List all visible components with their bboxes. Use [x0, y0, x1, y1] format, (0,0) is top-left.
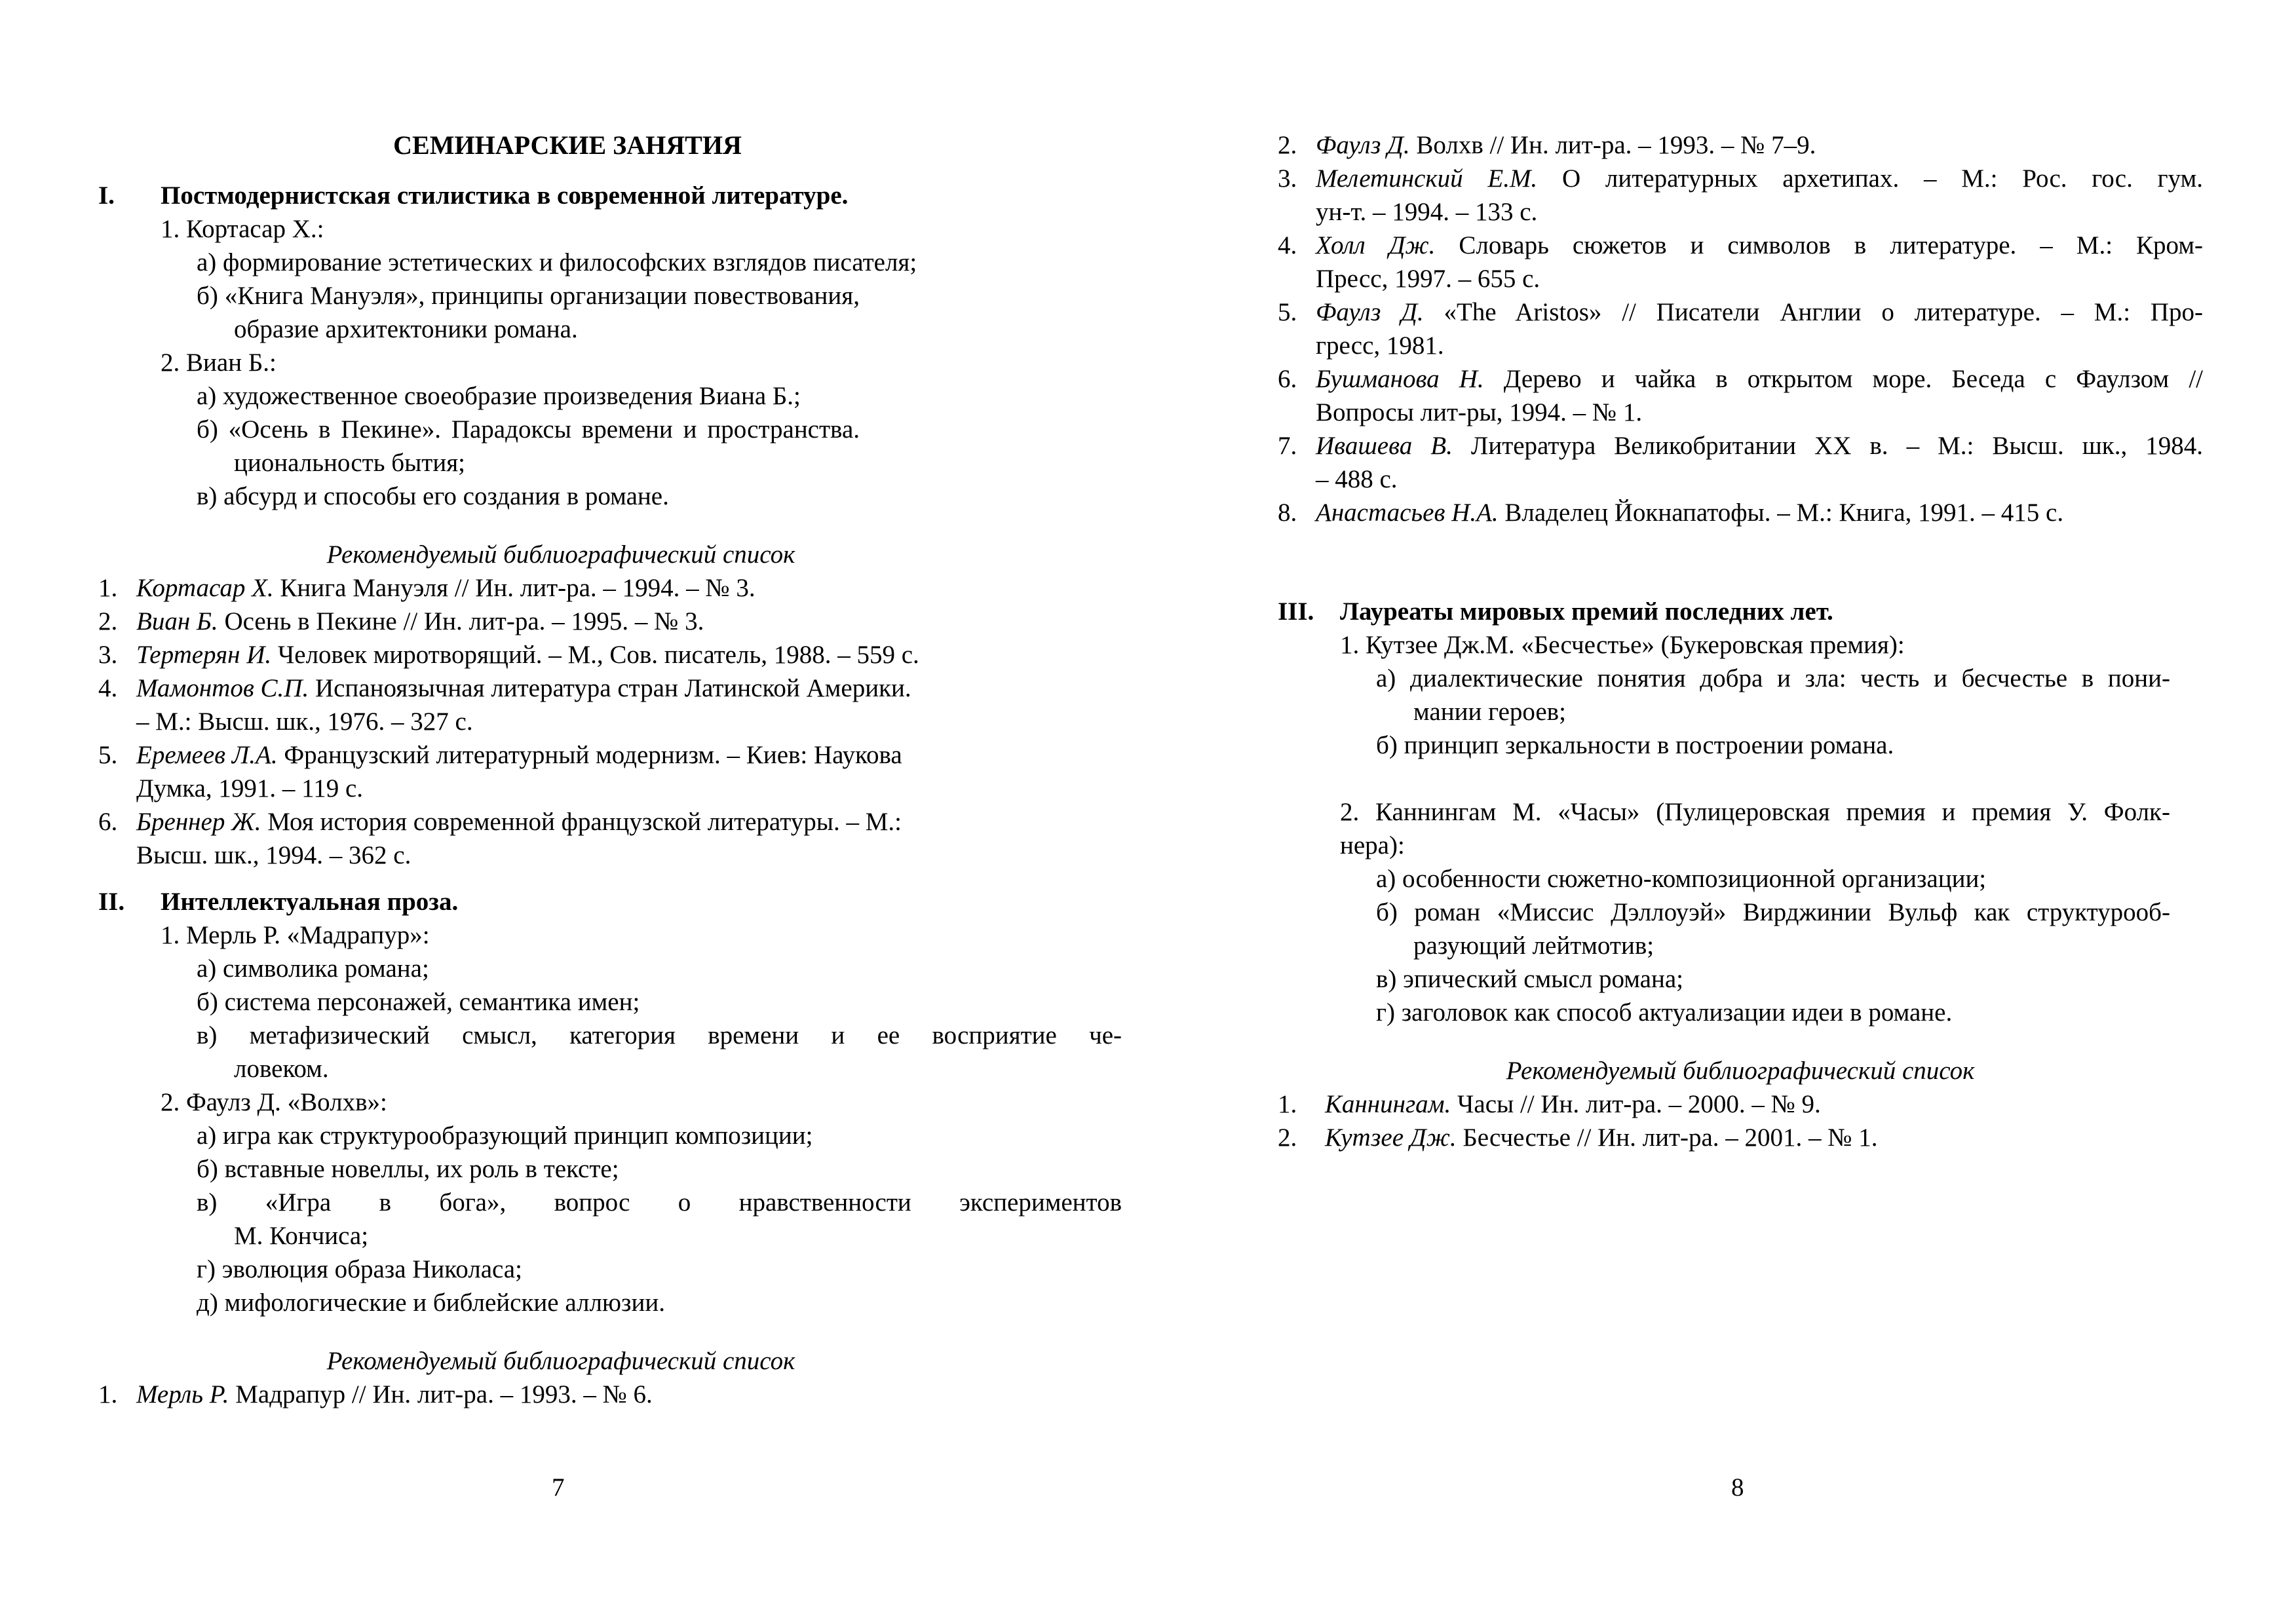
right-page [1278, 128, 2203, 1154]
bibliography-heading: Рекомендуемый библиографический список [326, 1347, 795, 1375]
subtopic: а) особенности сюжетно-композиционной организации; [1376, 865, 1987, 893]
reference-text: Осень в Пекине // Ин. лит-ра. – 1995. – № 3. [224, 607, 704, 635]
reference-number: 2. [1278, 131, 1297, 159]
reference-number: 2. [98, 607, 118, 635]
reference-author: Фаулз Д. [1316, 298, 1424, 326]
reference-number: 1. [98, 1380, 118, 1408]
reference-cont: ун-т. – 1994. – 133 с. [1316, 198, 1538, 226]
reference-author: Бушманова Н. [1316, 365, 1484, 393]
subtopic: а) художественное своеобразие произведения Виана Б.; [197, 382, 801, 410]
subtopic: б) роман «Миссис Дэллоуэй» Вирджинии Вульф как структурооб- [1376, 898, 2170, 926]
reference-item [1278, 229, 2203, 262]
subtopic-cont: М. Кончиса; [234, 1222, 369, 1250]
reference-cont: Вопросы лит-ры, 1994. – № 1. [1316, 398, 1643, 426]
reference-cont: гресс, 1981. [1316, 331, 1444, 360]
page-title: СЕМИНАРСКИЕ ЗАНЯТИЯ [393, 130, 742, 160]
reference-item [98, 605, 1024, 638]
subtopic: б) система персонажей, семантика имен; [197, 988, 640, 1016]
subtopic: в) абсурд и способы его создания в романе. [197, 482, 669, 510]
reference-text: О литературных архетипах. – М.: Рос. гос. гум. [1561, 164, 2203, 193]
reference-text: Человек миротворящий. – М., Сов. писатель, 1988. – 559 с. [277, 641, 919, 669]
topic-item: 1. Мерль Р. «Мадрапур»: [161, 921, 430, 949]
reference-item [98, 1378, 1024, 1411]
reference-number: 7. [1278, 432, 1297, 460]
reference-item [98, 638, 1024, 671]
reference-text: Словарь сюжетов и символов в литературе. – М.: Кром- [1459, 231, 2203, 259]
section-number: I. [98, 181, 115, 210]
reference-item [1278, 1121, 2203, 1154]
subtopic: б) «Осень в Пекине». Парадоксы времени и пространства. [197, 415, 860, 444]
section-number: III. [1278, 597, 1314, 626]
reference-author: Холл Дж. [1316, 231, 1436, 259]
reference-number: 6. [98, 808, 118, 836]
subtopic-cont: циональность бытия; [234, 449, 465, 477]
subtopic: в) эпический смысл романа; [1376, 965, 1683, 993]
reference-text: Часы // Ин. лит-ра. – 2000. – № 9. [1457, 1090, 1821, 1118]
reference-author: Мерль Р. [136, 1380, 229, 1408]
reference-author: Виан Б. [136, 607, 218, 635]
reference-text: Испаноязычная литература стран Латинской Америки. [315, 674, 911, 702]
subtopic: в) «Игра в бога», вопрос о нравственности экспериментов [197, 1188, 1122, 1217]
reference-number: 1. [1278, 1090, 1297, 1118]
subtopic: д) мифологические и библейские аллюзии. [197, 1289, 665, 1317]
subtopic: г) заголовок как способ актуализации идеи в романе. [1376, 998, 1953, 1027]
reference-author: Мелетинский Е.М. [1316, 164, 1538, 193]
topic-item: 2. Виан Б.: [161, 349, 277, 377]
reference-cont: Думка, 1991. – 119 с. [136, 774, 364, 803]
reference-author: Кортасар Х. [136, 574, 274, 602]
reference-text: Книга Мануэля // Ин. лит-ра. – 1994. – № 3. [280, 574, 756, 602]
subtopic-cont: мании героев; [1413, 698, 1566, 726]
topic-item-cont: нера): [1340, 831, 1405, 859]
topic-item: 2. Фаулз Д. «Волхв»: [161, 1088, 387, 1116]
reference-text: Моя история современной французской литературы. – М.: [267, 808, 902, 836]
subtopic: б) «Книга Мануэля», принципы организации повествования, [197, 282, 860, 310]
reference-author: Кутзее Дж. [1325, 1124, 1457, 1152]
reference-item [98, 571, 1024, 605]
reference-author: Фаулз Д. [1316, 131, 1410, 159]
section-title: Постмодернистская стилистика в современной литературе. [161, 181, 849, 210]
topic-item: 2. Каннингам М. «Часы» (Пулицеровская премия и премия У. Фолк- [1340, 798, 2170, 826]
reference-number: 8. [1278, 499, 1297, 527]
page-number-left: 7 [552, 1473, 565, 1501]
reference-cont: – 488 с. [1316, 465, 1398, 493]
reference-author: Мамонтов С.П. [136, 674, 309, 702]
reference-item [1278, 496, 2203, 529]
bibliography-heading: Рекомендуемый библиографический список [326, 540, 795, 569]
reference-text: Владелец Йокнапатофы. – М.: Книга, 1991. – 415 с. [1504, 499, 2064, 527]
reference-text: Дерево и чайка в открытом море. Беседа с Фаулзом // [1503, 365, 2203, 393]
section-title: Интеллектуальная проза. [161, 888, 459, 916]
reference-author: Еремеев Л.А. [136, 741, 278, 769]
reference-item [1278, 128, 2203, 162]
reference-text: Волхв // Ин. лит-ра. – 1993. – № 7–9. [1416, 131, 1816, 159]
subtopic-cont: образие архитектоники романа. [234, 315, 578, 343]
section-title: Лауреаты мировых премий последних лет. [1340, 597, 1833, 626]
reference-text: Мадрапур // Ин. лит-ра. – 1993. – № 6. [235, 1380, 653, 1408]
topic-item: 1. Кортасар Х.: [161, 215, 324, 243]
reference-item [98, 671, 1024, 705]
reference-number: 4. [1278, 231, 1297, 259]
subtopic: б) вставные новеллы, их роль в тексте; [197, 1155, 619, 1183]
reference-item [1278, 162, 2203, 195]
reference-number: 5. [1278, 298, 1297, 326]
subtopic-cont: ловеком. [234, 1055, 329, 1083]
left-page [98, 128, 1122, 1411]
reference-item [1278, 362, 2203, 396]
reference-author: Каннингам. [1325, 1090, 1451, 1118]
topic-item: 1. Кутзее Дж.М. «Бесчестье» (Букеровская премия): [1340, 631, 1905, 659]
reference-number: 1. [98, 574, 118, 602]
reference-author: Тертерян И. [136, 641, 272, 669]
reference-item [1278, 429, 2203, 463]
section-heading-2 [98, 885, 1024, 918]
reference-item [98, 805, 1024, 839]
subtopic: в) метафизический смысл, категория времени и ее восприятие че- [197, 1021, 1122, 1049]
page-number-right: 8 [1731, 1473, 1744, 1501]
subtopic: а) формирование эстетических и философских взглядов писателя; [197, 248, 917, 276]
reference-number: 3. [98, 641, 118, 669]
subtopic: а) диалектические понятия добра и зла: честь и бесчестье в пони- [1376, 664, 2170, 692]
subtopic: г) эволюция образа Николаса; [197, 1255, 522, 1283]
reference-number: 5. [98, 741, 118, 769]
reference-text: Литература Великобритании XX в. – М.: Высш. шк., 1984. [1470, 432, 2203, 460]
section-number: II. [98, 888, 125, 916]
reference-cont: Пресс, 1997. – 655 с. [1316, 265, 1540, 293]
reference-number: 3. [1278, 164, 1297, 193]
subtopic-cont: разующий лейтмотив; [1413, 932, 1655, 960]
reference-author: Ивашева В. [1316, 432, 1453, 460]
reference-author: Бреннер Ж. [136, 808, 261, 836]
reference-number: 4. [98, 674, 118, 702]
reference-cont: Высш. шк., 1994. – 362 с. [136, 841, 411, 869]
reference-text: «The Aristos» // Писатели Англии о литературе. – М.: Про- [1444, 298, 2203, 326]
subtopic: а) символика романа; [197, 954, 429, 983]
reference-author: Анастасьев Н.А. [1316, 499, 1499, 527]
subtopic: б) принцип зеркальности в построении романа. [1376, 731, 1894, 759]
reference-text: Бесчестье // Ин. лит-ра. – 2001. – № 1. [1463, 1124, 1878, 1152]
reference-number: 6. [1278, 365, 1297, 393]
bibliography-heading: Рекомендуемый библиографический список [1506, 1057, 1975, 1085]
section-heading-3 [1278, 595, 2203, 628]
reference-item [1278, 1087, 2203, 1121]
reference-item [98, 738, 1024, 772]
reference-text: Французский литературный модернизм. – Киев: Наукова [284, 741, 902, 769]
reference-cont: – М.: Высш. шк., 1976. – 327 с. [136, 708, 473, 736]
reference-number: 2. [1278, 1124, 1297, 1152]
subtopic: а) игра как структурообразующий принцип композиции; [197, 1122, 813, 1150]
reference-item [1278, 295, 2203, 329]
section-heading-1 [98, 179, 1024, 212]
